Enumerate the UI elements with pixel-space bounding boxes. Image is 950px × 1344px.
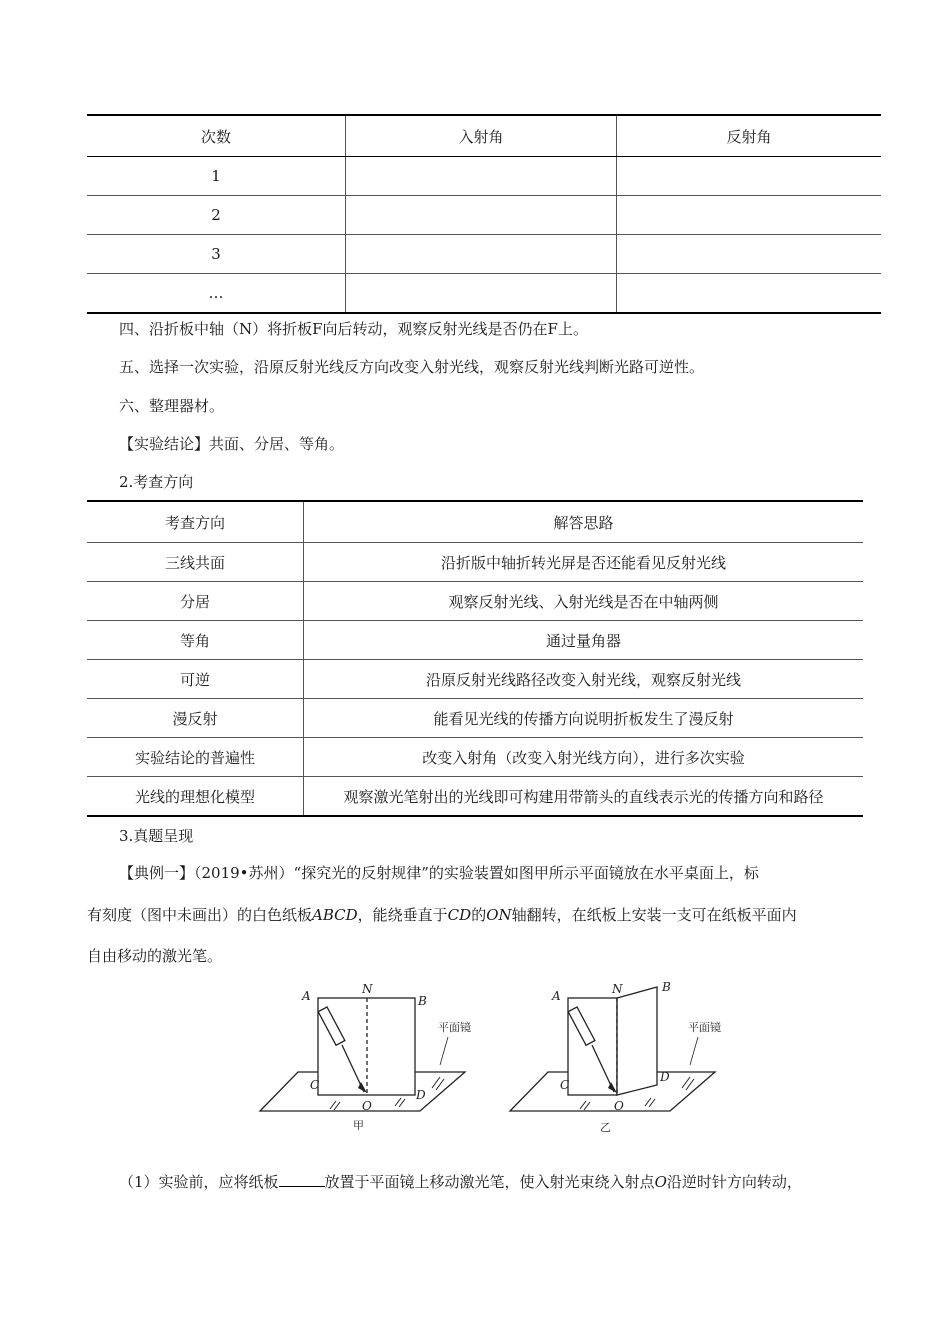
- header-count: 次数: [87, 115, 346, 157]
- paper-board-right-f: [617, 987, 657, 1095]
- table-cell: 沿原反射光线路径改变入射光线，观察反射光线: [304, 660, 864, 699]
- table-cell: [617, 157, 882, 196]
- table-row: [87, 738, 863, 777]
- table-row: [87, 660, 863, 699]
- table-cell: 等角: [87, 621, 304, 660]
- label-n-right: N: [612, 982, 623, 996]
- label-c-right: C: [560, 1078, 570, 1092]
- mirror-leader-right: [690, 1037, 698, 1065]
- angle-record-table: [87, 114, 881, 314]
- experiment-conclusion: 【实验结论】共面、分居、等角。: [119, 435, 345, 453]
- table-cell: 漫反射: [87, 699, 304, 738]
- table-cell: 通过量角器: [304, 621, 864, 660]
- table-cell: 3: [87, 235, 346, 274]
- exam-direction-table: [87, 500, 863, 817]
- label-d-right: D: [660, 1070, 670, 1084]
- table-cell: [346, 157, 617, 196]
- figure-caption-yi: 乙: [600, 1121, 611, 1134]
- step-four: 四、沿折板中轴（N）将折板F向后转动，观察反射光线是否仍在F上。: [119, 320, 588, 338]
- table-cell: 沿折版中轴折转光屏是否还能看见反射光线: [304, 543, 864, 582]
- question-one: （1）实验前，应将纸板 放置于平面镜上移动激光笔，使入射光束绕入射点O沿逆时针方向转动，: [119, 1173, 802, 1191]
- table-cell: 分居: [87, 582, 304, 621]
- label-n-left: N: [362, 982, 373, 996]
- table-cell: [346, 196, 617, 235]
- table-cell: 1: [87, 157, 346, 196]
- table-cell: 改变入射角（改变入射光线方向），进行多次实验: [304, 738, 864, 777]
- table-row: [87, 235, 881, 274]
- label-o-left: O: [362, 1099, 372, 1113]
- example-line-2: 有刻度（图中未画出）的白色纸板ABCD，能绕垂直于CD的ON轴翻转，在纸板上安装一支可在纸板平面内: [87, 906, 797, 924]
- table-row: [87, 699, 863, 738]
- table-cell: 观察激光笔射出的光线即可构建用带箭头的直线表示光的传播方向和路径: [304, 777, 864, 817]
- table-cell: 观察反射光线、入射光线是否在中轴两侧: [304, 582, 864, 621]
- answer-blank[interactable]: [279, 1172, 325, 1187]
- section-three-heading: 3.真题呈现: [119, 827, 194, 845]
- label-a-right: A: [552, 989, 561, 1003]
- table-cell: [346, 274, 617, 314]
- table-cell: [617, 235, 882, 274]
- table-row: [87, 274, 881, 314]
- header-solution-idea: 解答思路: [304, 501, 864, 543]
- label-c-left: C: [310, 1078, 320, 1092]
- header-exam-direction: 考查方向: [87, 501, 304, 543]
- section-two-heading: 2.考查方向: [119, 473, 194, 491]
- table-cell: 三线共面: [87, 543, 304, 582]
- label-a-left: A: [302, 989, 311, 1003]
- example-line-1: 【典例一】（2019•苏州）“探究光的反射规律”的实验装置如图甲所示平面镜放在水平桌面上，标: [119, 864, 759, 882]
- label-mirror-left: 平面镜: [438, 1021, 471, 1034]
- label-b-right: B: [662, 980, 671, 994]
- label-b-left: B: [418, 994, 427, 1008]
- table-row: [87, 777, 863, 817]
- header-reflection-angle: 反射角: [617, 115, 882, 157]
- table-row: [87, 582, 863, 621]
- table-cell: 实验结论的普遍性: [87, 738, 304, 777]
- table-cell: [346, 235, 617, 274]
- label-d-left: D: [416, 1088, 426, 1102]
- table-cell: 可逆: [87, 660, 304, 699]
- label-o-right: O: [614, 1099, 624, 1113]
- table-cell: …: [87, 274, 346, 314]
- table-row: [87, 621, 863, 660]
- mirror-leader-left: [440, 1037, 448, 1065]
- step-five: 五、选择一次实验，沿原反射光线反方向改变入射光线，观察反射光线判断光路可逆性。: [119, 358, 705, 376]
- figure-caption-jia: 甲: [353, 1119, 364, 1132]
- table-cell: [617, 196, 882, 235]
- label-mirror-right: 平面镜: [688, 1021, 721, 1034]
- table-row: [87, 196, 881, 235]
- table-row: [87, 157, 881, 196]
- table-header-row: [87, 501, 863, 543]
- experiment-figure: [250, 975, 730, 1135]
- table-row: [87, 543, 863, 582]
- table-cell: [617, 274, 882, 314]
- table-cell: 能看见光线的传播方向说明折板发生了漫反射: [304, 699, 864, 738]
- header-incident-angle: 入射角: [346, 115, 617, 157]
- table-header-row: [87, 115, 881, 157]
- step-six: 六、整理器材。: [119, 397, 225, 415]
- table-cell: 光线的理想化模型: [87, 777, 304, 817]
- table-cell: 2: [87, 196, 346, 235]
- example-line-3: 自由移动的激光笔。: [87, 947, 223, 965]
